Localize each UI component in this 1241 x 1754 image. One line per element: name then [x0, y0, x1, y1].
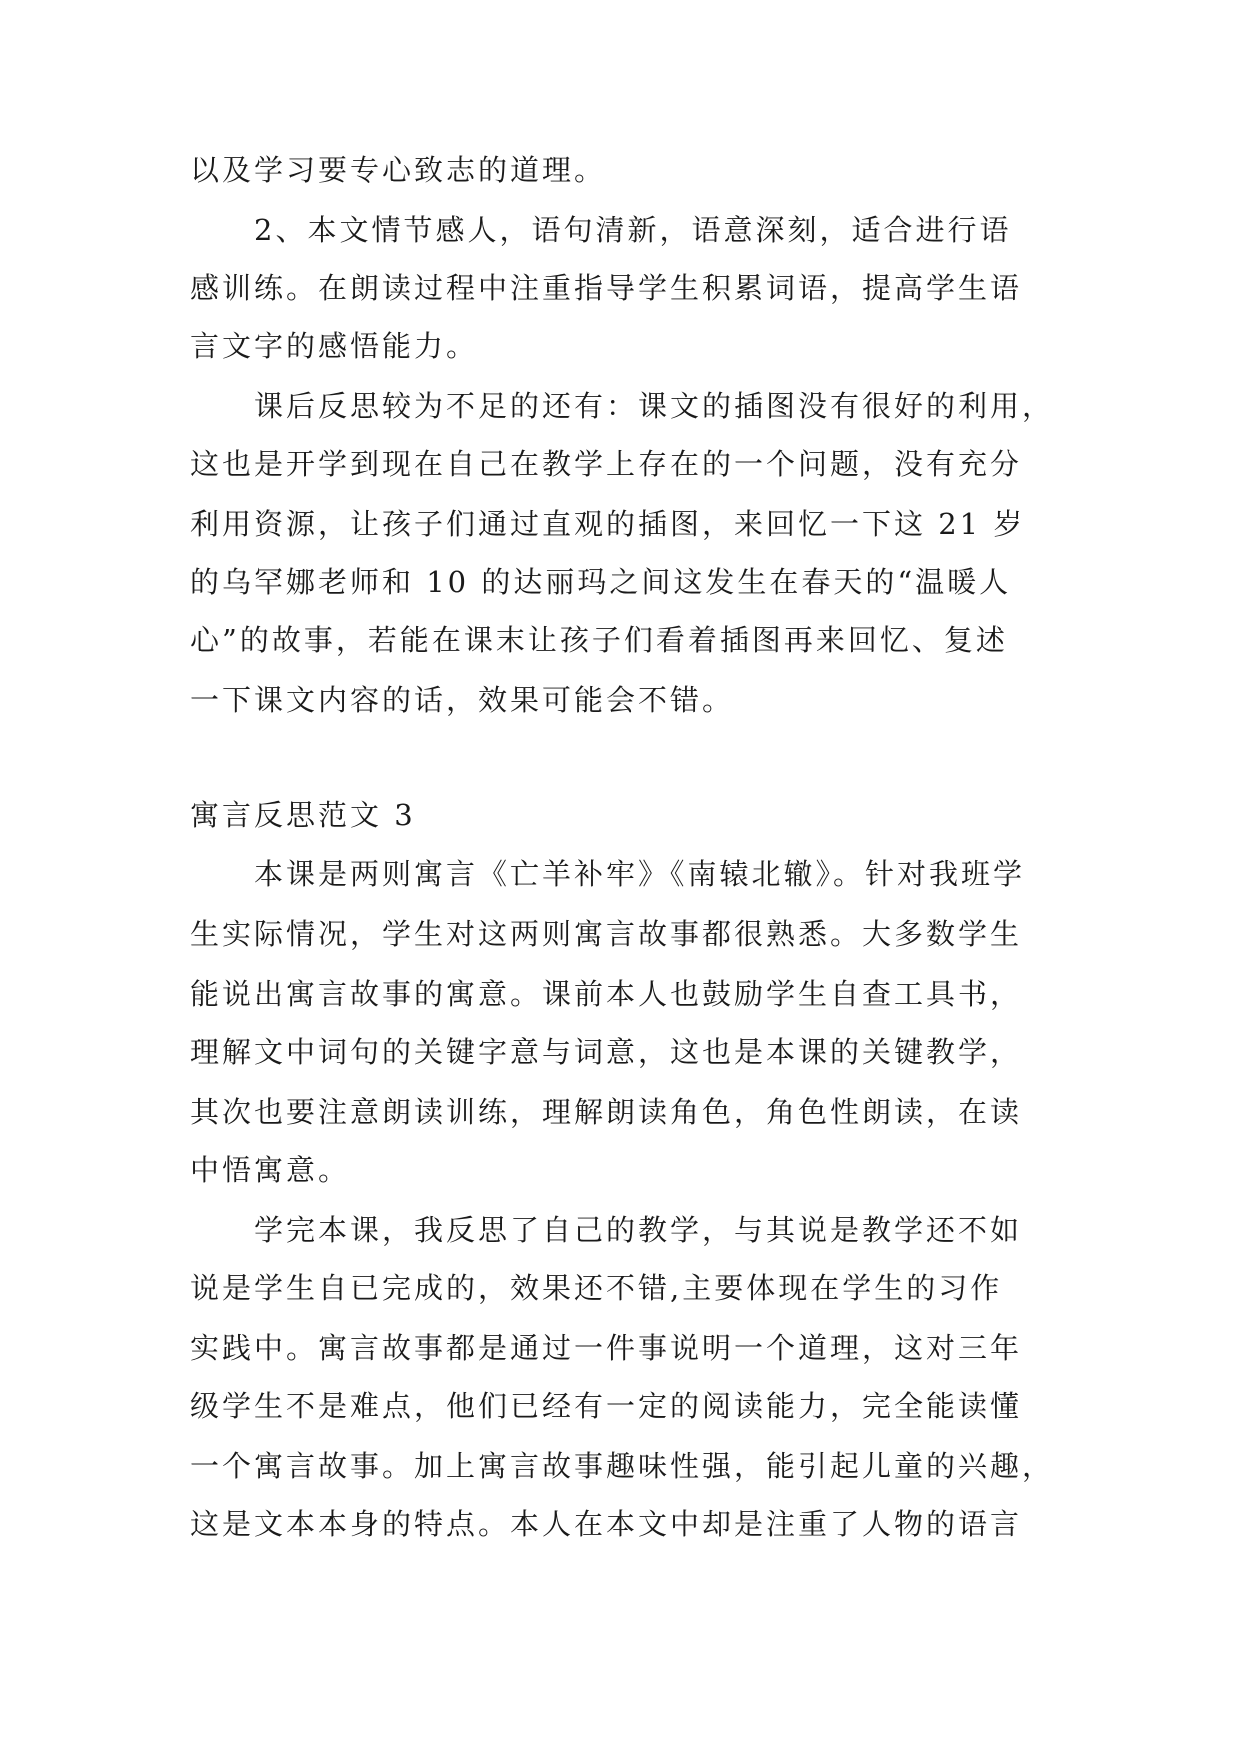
text-line: 一下课文内容的话，效果可能会不错。 [190, 683, 735, 717]
text-line: 实践中。寓言故事都是通过一件事说明一个道理，这对三年 [190, 1331, 1023, 1365]
text-line: 级学生不是难点，他们已经有一定的阅读能力，完全能读懂 [190, 1389, 1023, 1423]
text-line: 学完本课，我反思了自己的教学，与其说是教学还不如 [190, 1213, 1023, 1247]
section-heading: 寓言反思范文 3 [190, 798, 416, 832]
text-line: 本课是两则寓言《亡羊补牢》《南辕北辙》。针对我班学 [190, 857, 1026, 891]
text-line: 利用资源，让孩子们通过直观的插图，来回忆一下这 21 岁 [190, 507, 1026, 541]
text-line: 课后反思较为不足的还有：课文的插图没有很好的利用， [190, 389, 1055, 423]
text-line: 2、本文情节感人，语句清新，语意深刻，适合进行语 [190, 213, 1012, 247]
text-line: 理解文中词句的关键字意与词意，这也是本课的关键教学， [190, 1035, 1023, 1069]
text-line: 的乌罕娜老师和 10 的达丽玛之间这发生在春天的“温暖人 [190, 565, 1012, 599]
text-line: 生实际情况，学生对这两则寓言故事都很熟悉。大多数学生 [190, 917, 1023, 951]
text-line: 中悟寓意。 [190, 1153, 351, 1187]
text-line: 这也是开学到现在自己在教学上存在的一个问题，没有充分 [190, 447, 1023, 481]
text-line: 其次也要注意朗读训练，理解朗读角色，角色性朗读，在读 [190, 1095, 1023, 1129]
text-line: 这是文本本身的特点。本人在本文中却是注重了人物的语言 [190, 1507, 1023, 1541]
text-line: 以及学习要专心致志的道理。 [190, 153, 607, 187]
text-line: 一个寓言故事。加上寓言故事趣味性强，能引起儿童的兴趣， [190, 1449, 1055, 1483]
text-line: 感训练。在朗读过程中注重指导学生积累词语，提高学生语 [190, 271, 1023, 305]
text-line: 言文字的感悟能力。 [190, 329, 479, 363]
text-line: 说是学生自已完成的，效果还不错,主要体现在学生的习作 [190, 1271, 1003, 1305]
text-line: 心”的故事，若能在课末让孩子们看着插图再来回忆、复述 [190, 623, 1008, 657]
text-line: 能说出寓言故事的寓意。课前本人也鼓励学生自查工具书， [190, 977, 1023, 1011]
